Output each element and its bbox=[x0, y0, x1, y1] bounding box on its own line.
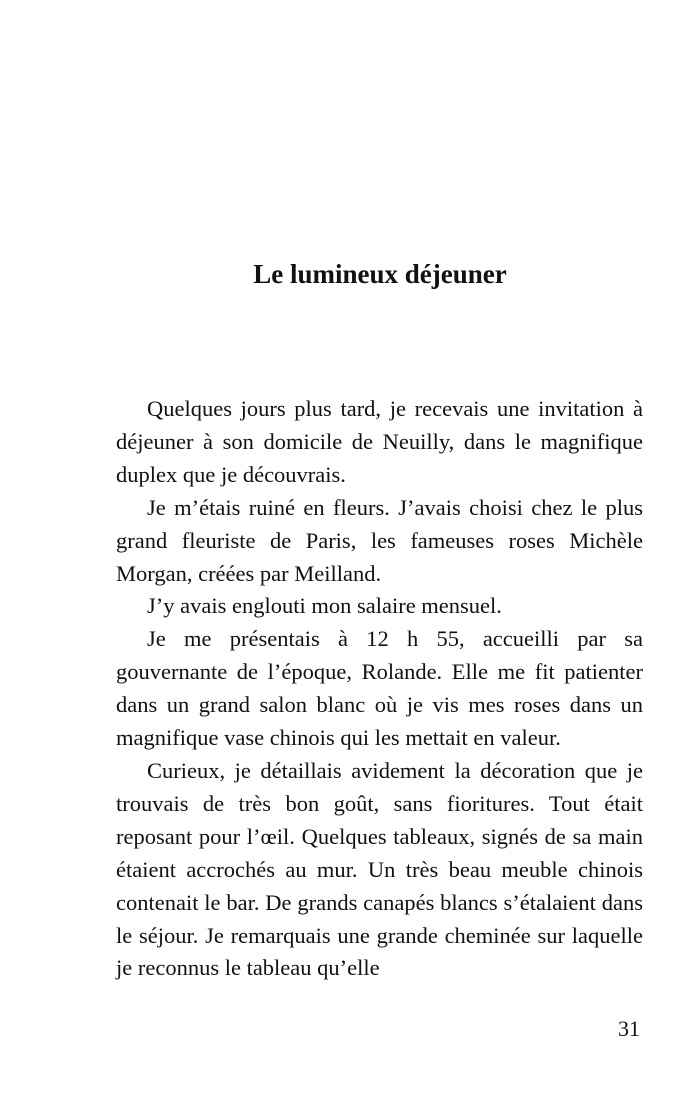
page-number: 31 bbox=[618, 1016, 640, 1041]
paragraph: Curieux, je détaillais avidement la décoration que je trouvais de très bon goût, sans fioritures. Tout était reposant pour l’œil. Quelques tableaux, signés de sa main étaient accrochés au mur. Un très beau meuble chinois contenait le bar. De grands canapés blancs s’étalaient dans le séjour. Je remarquais une grande cheminée sur laquelle je reconnus le tableau qu’elle bbox=[116, 757, 643, 981]
paragraph: J’y avais englouti mon salaire mensuel. bbox=[147, 593, 502, 619]
paragraph: Je me présentais à 12 h 55, accueilli par sa gouvernante de l’époque, Rolande. Elle me fit patienter dans un grand salon blanc où je vis mes roses dans un magnifique vase chinois qui les mettait en valeur. bbox=[116, 626, 643, 751]
chapter-title: Le lumineux déjeuner bbox=[253, 259, 507, 289]
paragraph: Je m’étais ruiné en fleurs. J’avais choisi chez le plus grand fleuriste de Paris, les fameuses roses Michèle Morgan, créées par Meilland. bbox=[116, 494, 643, 586]
paragraph: Quelques jours plus tard, je recevais une invitation à déjeuner à son domicile de Neuilly, dans le magnifique duplex que je découvrais. bbox=[116, 396, 643, 487]
body-text bbox=[116, 393, 643, 985]
